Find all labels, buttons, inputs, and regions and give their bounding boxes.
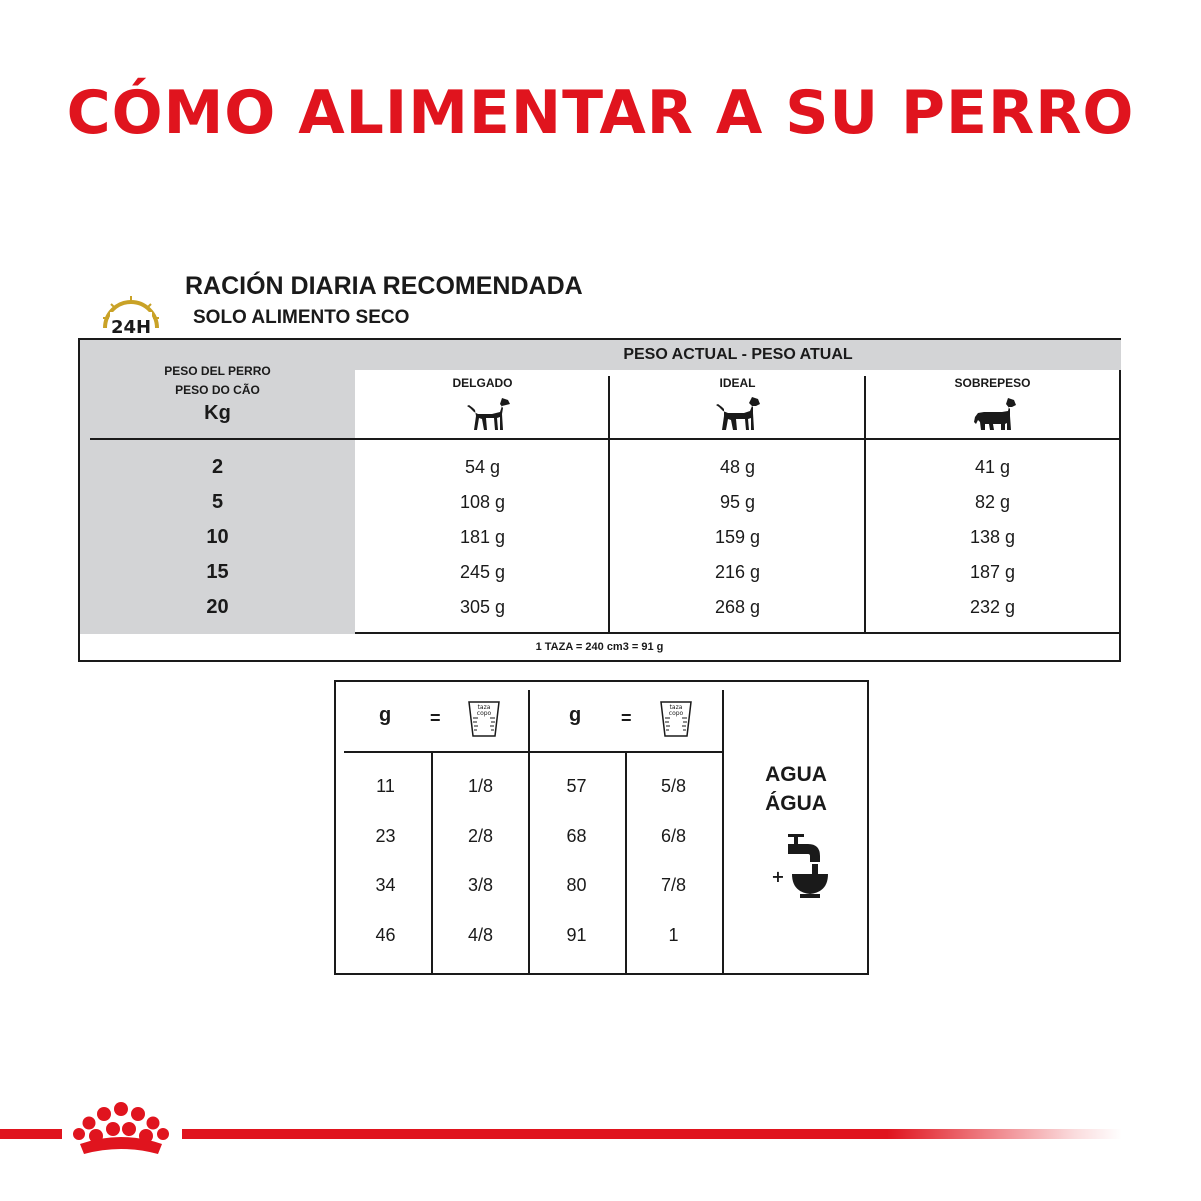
ration-value: 305 g — [459, 597, 506, 617]
ration-subheading: SOLO ALIMENTO SECO — [193, 307, 410, 328]
thin-dog-icon — [464, 394, 512, 434]
grams-value: 57 — [566, 776, 587, 796]
brand-bar-left — [0, 1129, 62, 1139]
cup-value: 7/8 — [660, 875, 687, 895]
column-header-ideal: IDEAL — [719, 376, 756, 390]
cup-text-2: copo — [668, 710, 684, 717]
ration-value: 187 g — [969, 562, 1016, 582]
brand-bar-right — [182, 1129, 1122, 1139]
weight-value: 10 — [206, 526, 229, 548]
ration-value: 232 g — [969, 597, 1016, 617]
grams-label: g — [379, 704, 392, 726]
conversion-divider — [722, 690, 724, 975]
weight-value: 2 — [211, 456, 224, 478]
weight-value: 20 — [206, 596, 229, 618]
ration-value: 245 g — [459, 562, 506, 582]
water-label-pt: ÁGUA — [765, 792, 827, 815]
header-divider — [90, 438, 1120, 440]
royal-canin-crown-logo — [66, 1100, 176, 1166]
grams-label: g — [569, 704, 582, 726]
grams-value: 11 — [376, 776, 395, 796]
column-header-overweight: SOBREPESO — [954, 376, 1031, 390]
ration-value: 82 g — [974, 492, 1011, 512]
grams-value: 46 — [375, 925, 396, 945]
cup-footnote: 1 TAZA = 240 cm3 = 91 g — [78, 634, 1121, 662]
grams-value: 80 — [566, 875, 587, 895]
equals-label: = — [621, 708, 632, 728]
ration-value: 41 g — [974, 457, 1011, 477]
cup-value: 2/8 — [467, 826, 494, 846]
weight-header-unit: Kg — [204, 402, 231, 424]
grams-value: 91 — [566, 925, 587, 945]
ration-value: 268 g — [714, 597, 761, 617]
water-label — [722, 760, 870, 818]
cup-value: 6/8 — [660, 826, 687, 846]
plus-sign: + — [771, 867, 785, 886]
ration-value: 54 g — [464, 457, 501, 477]
cup-value: 1/8 — [467, 776, 494, 796]
grams-value: 23 — [375, 826, 396, 846]
column-header-thin: DELGADO — [452, 376, 513, 390]
grams-value: 34 — [375, 875, 396, 895]
weight-header-line1: PESO DEL PERRO — [164, 364, 271, 378]
ideal-dog-icon — [714, 394, 762, 434]
clock-label: 24H — [110, 317, 152, 338]
weight-value: 15 — [206, 561, 229, 583]
cup-text-1: taza — [669, 704, 683, 711]
conversion-table — [334, 680, 869, 975]
ration-value: 108 g — [459, 492, 506, 512]
actual-weight-header: PESO ACTUAL - PESO ATUAL — [355, 340, 1121, 370]
cup-value: 1 — [668, 925, 679, 945]
ration-value: 138 g — [969, 527, 1016, 547]
ration-table — [78, 338, 1121, 634]
cup-text-2: copo — [476, 710, 492, 717]
cup-value: 5/8 — [660, 776, 687, 796]
weight-value: 5 — [211, 491, 224, 513]
ration-value: 48 g — [719, 457, 756, 477]
ration-value: 181 g — [459, 527, 506, 547]
measuring-cup-icon — [466, 698, 502, 738]
cup-text-1: taza — [477, 704, 491, 711]
grams-value: 68 — [566, 826, 587, 846]
ration-value: 95 g — [719, 492, 756, 512]
ration-value: 159 g — [714, 527, 761, 547]
weight-header-line2: PESO DO CÃO — [175, 383, 260, 397]
overweight-dog-icon — [970, 394, 1018, 434]
water-tap-bowl-icon — [764, 832, 834, 902]
cup-value: 3/8 — [467, 875, 494, 895]
conversion-header-divider — [344, 751, 722, 753]
equals-label: = — [430, 708, 441, 728]
water-label-es: AGUA — [765, 763, 827, 786]
page-title: CÓMO ALIMENTAR A SU PERRO — [66, 78, 1135, 148]
ration-heading: RACIÓN DIARIA RECOMENDADA — [185, 272, 583, 300]
cup-value: 4/8 — [467, 925, 494, 945]
measuring-cup-icon — [658, 698, 694, 738]
ration-value: 216 g — [714, 562, 761, 582]
